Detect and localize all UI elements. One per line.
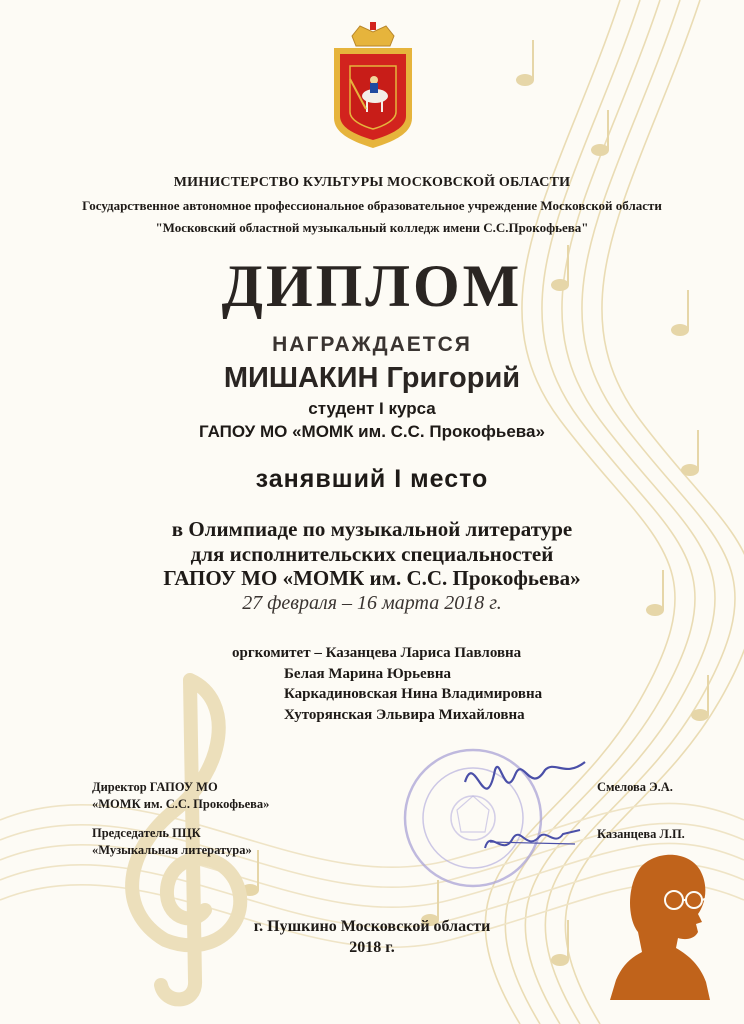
footer-year: 2018 г.: [349, 939, 395, 956]
chair-title-line-2: «Музыкальная литература»: [92, 843, 252, 857]
committee-row: [232, 643, 542, 664]
committee-member: Хуторянская Эльвира Михайловна: [284, 706, 525, 723]
recipient-course: студент I курса: [308, 399, 436, 418]
chair-title: [92, 825, 252, 859]
olympiad-line-1: в Олимпиаде по музыкальной литературе: [171, 517, 573, 541]
chair-name: Казанцева Л.П.: [597, 827, 685, 841]
committee-member: Каркадиновская Нина Владимировна: [284, 686, 543, 702]
committee-row: [232, 664, 542, 685]
chair-title-line-1: Председатель ПЦК: [92, 826, 201, 840]
chair-signature-icon: [485, 830, 580, 848]
director-title: [92, 779, 269, 813]
committee-member: Белая Марина Юрьевна: [284, 665, 451, 682]
awarded-label: НАГРАЖДАЕТСЯ: [272, 333, 472, 356]
director-title-line-1: Директор ГАПОУ МО: [92, 780, 218, 794]
place-awarded: занявший I место: [255, 465, 489, 493]
recipient-name: МИШАКИН Григорий: [223, 362, 521, 394]
director-title-line-2: «МОМК им. С.С. Прокофьева»: [92, 797, 270, 811]
official-seal-icon: [395, 730, 595, 900]
ministry-heading: МИНИСТЕРСТВО КУЛЬТУРЫ МОСКОВСКОЙ ОБЛАСТИ: [173, 175, 571, 190]
director-name: Смелова Э.А.: [597, 780, 673, 794]
portrait-silhouette-icon: [600, 848, 718, 1000]
olympiad-line-3: ГАПОУ МО «МОМК им. С.С. Прокофьева»: [163, 566, 581, 590]
diploma-title: ДИПЛОМ: [221, 253, 523, 319]
committee-label: оргкомитет –: [232, 645, 322, 661]
olympiad-line-2: для исполнительских специальностей: [190, 542, 554, 566]
committee-row: [232, 705, 542, 726]
recipient-school: ГАПОУ МО «МОМК им. С.С. Прокофьева»: [199, 422, 545, 441]
footer-city: г. Пушкино Московской области: [253, 918, 491, 935]
coat-of-arms-icon: [330, 22, 416, 148]
olympiad-dates: 27 февраля – 16 марта 2018 г.: [242, 592, 502, 614]
college-name: "Московский областной музыкальный колледж имени С.С.Прокофьева": [155, 220, 589, 235]
committee-member: Казанцева Лариса Павловна: [325, 645, 522, 661]
organizing-committee: [232, 643, 542, 725]
institution-name: Государственное автономное профессиональное образовательное учреждение Московской области: [82, 198, 662, 213]
committee-row: [232, 684, 542, 705]
